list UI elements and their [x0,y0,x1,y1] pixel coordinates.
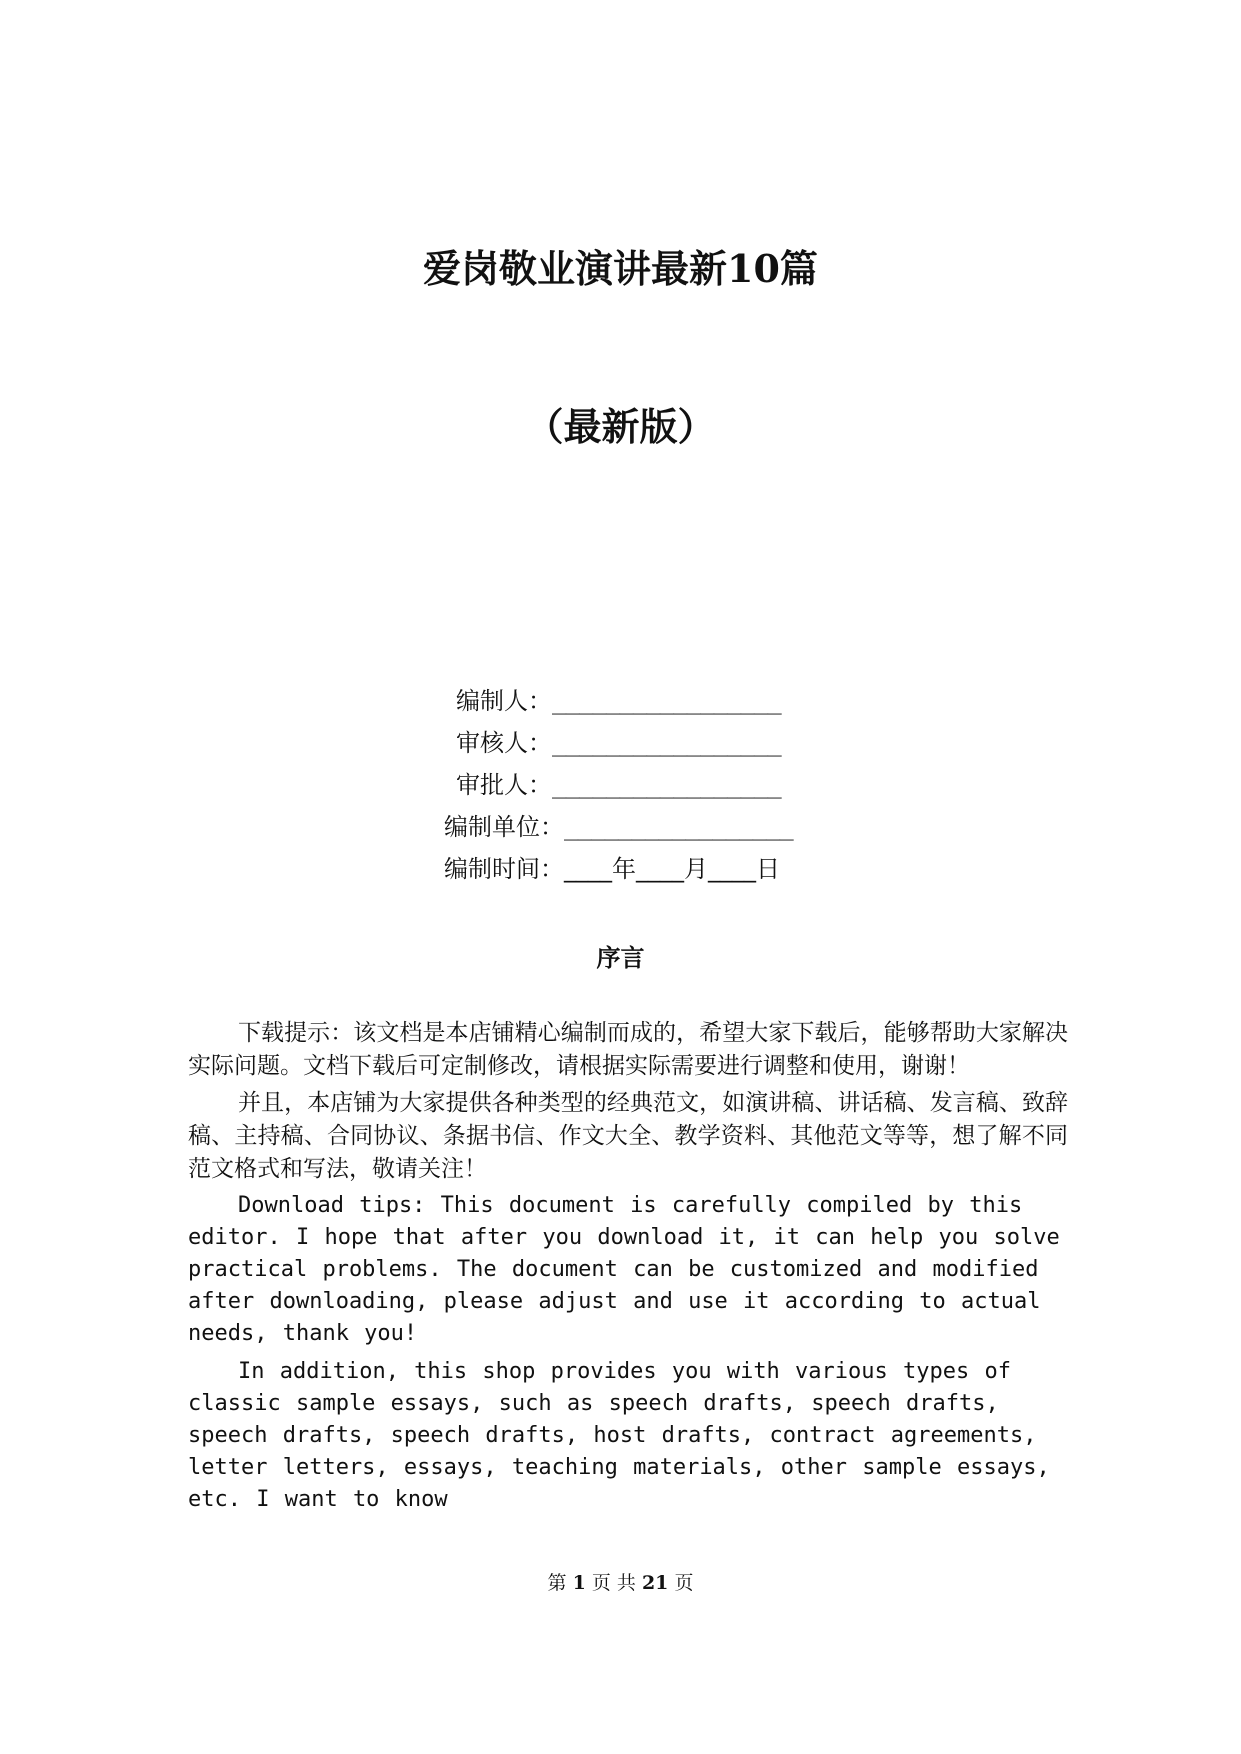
reviewer-label: 审核人： [456,729,552,757]
approval-info-block [420,680,940,890]
info-row-date [444,848,940,890]
approver-blank: _________________ [552,771,781,799]
footer-suffix: 页 [674,1572,694,1594]
info-row-approver [456,764,940,806]
unit-label: 编制单位： [444,813,564,841]
paragraph-shop-intro-en: In addition, this shop provides you with various types of classic sample essays, such as speech drafts, speech drafts, speech drafts, speech drafts, host drafts, contract agreements, letter letters, essays, teaching materials, other sample essays, etc. I want to know [188,1359,1050,1512]
reviewer-blank: _________________ [552,729,781,757]
info-row-unit [444,806,940,848]
paragraph-download-tips-cn: 下载提示：该文档是本店铺精心编制而成的，希望大家下载后，能够帮助大家解决实际问题。文档下载后可定制修改，请根据实际需要进行调整和使用，谢谢！ [188,1020,1068,1079]
total-page-number: 21 [641,1572,669,1594]
preface-title: 序言 [596,944,645,972]
date-label: 编制时间： [444,855,564,883]
approver-label: 审批人： [456,771,552,799]
footer-prefix: 第 [547,1572,567,1594]
compiler-blank: _________________ [552,687,781,715]
paragraph-download-tips-en: Download tips: This document is carefully compiled by this editor. I hope that after you download it, it can help you solve practical problems. The document can be customized and modified after downloading, please adjust and use it according to actual needs, thank you! [188,1193,1060,1346]
document-subtitle: （最新版） [525,404,716,449]
preface-body [188,1017,1068,1522]
footer-middle: 页 共 [591,1572,636,1594]
current-page-number: 1 [572,1572,586,1594]
info-row-reviewer [456,722,940,764]
date-blank: ____年____月____日 [564,855,780,883]
page-footer [0,1568,1241,1595]
compiler-label: 编制人： [456,687,552,715]
info-row-compiler [456,680,940,722]
paragraph-shop-intro-cn: 并且，本店铺为大家提供各种类型的经典范文，如演讲稿、讲话稿、发言稿、致辞稿、主持稿、合同协议、条据书信、作文大全、教学资料、其他范文等等，想了解不同范文格式和写法，敬请关注！ [188,1090,1068,1182]
document-title: 爱岗敬业演讲最新10篇 [423,246,818,291]
unit-blank: _________________ [564,813,793,841]
